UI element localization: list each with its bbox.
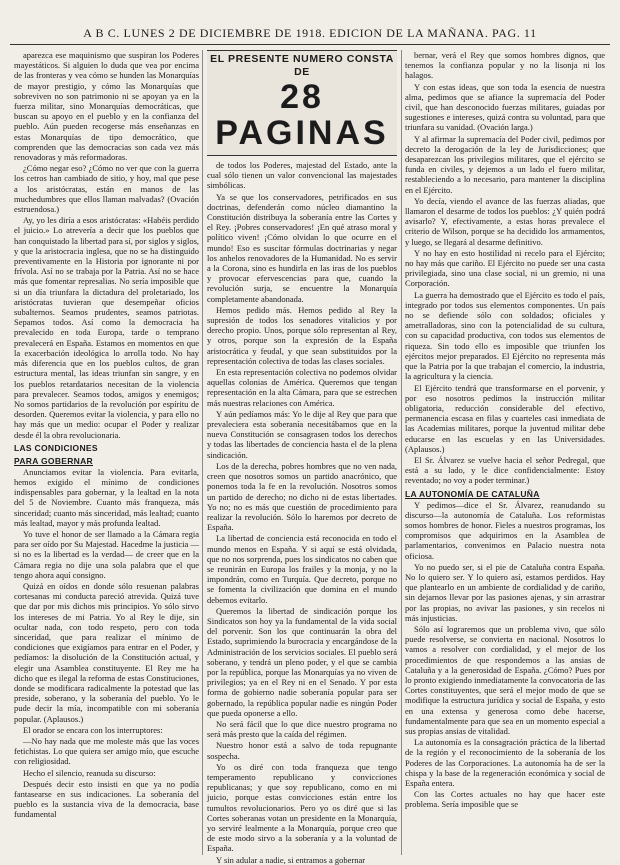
- col2-paragraph: Yo os diré con toda franqueza que tengo temperamento republicano y convicciones republicanas; y que soy republicano, como en mi juicio, porque estas convicciones están entre los tumultos revolucionarios. Pero yo os diré que si las Cortes soberanas votan un presidente en la Monarquía, yo serviré lealmente a la Monarquía, porque creo que de este modo sirvo a la soberanía y a la voluntad de España.: [207, 761, 397, 854]
- column-divider-1: [202, 50, 203, 855]
- col3-paragraph: Sólo así lograremos que un problema vivo, que sólo puede resolverse, se convierta en nacional. Nosotros lo vamos a resolver con cordialidad, y el mejor de los procedimientos de que respondemos a las ansias de Cataluña y a la generosidad de España. ¿Cómo? Pues por lo pronto exigiendo inmediatamente la convocatoria de las Cortes constituyentes, que será el mejor modo de que se modifique la estructura jurídica y social de España, y esto en una extensa y generosa como debe hacerse, fundamentalmente para que sea en un momento especial a sus propias ansias de vitalidad.: [405, 623, 605, 736]
- col3-paragraph: Y pedimos—dice el Sr. Álvarez, reanudando su discurso—la autonomía de Cataluña. Los reformistas somos hombres de honor. Fieles a nuestros programas, los compromisos que adquirimos en la Asamblea de parlamentarios, convenimos en Palacio nuestra nota oficiosa.: [405, 499, 605, 561]
- banner-top-line: EL PRESENTE NUMERO CONSTA DE: [210, 53, 394, 78]
- column-1: [14, 50, 199, 855]
- col3-paragraph: El Ejército tendrá que transformarse en el porvenir, y por eso nosotros pedimos la instrucción militar obligatoria, reducción considerable del efectivo, permanencia escasa en filas y cuarteles casi inmediata de las Academias militares, porque la juventud militar debe educarse en las escuelas y en las Universidades. (Aplausos.): [405, 382, 605, 454]
- col3-paragraph: Con las Cortes actuales no hay que hacer este problema. Sería imposible que se: [405, 789, 605, 810]
- col2-paragraph: En esta representación colectiva no podemos olvidar aquellas colonias de América. Queremos que tengan representación en la alta Cámara, para que se estrechen más nuestras relaciones con América.: [207, 367, 397, 408]
- col1-paragraph: Yo tuve el honor de ser llamado a la Cámara regia para ser oído por Su Majestad. Hacedme la justicia —si no es la libertad es la verdad— de creer que en la Cámara regia no dije una sola palabra que el que tengo ahora aquí consigno.: [14, 528, 199, 580]
- column-divider-2: [401, 50, 402, 855]
- subhead-autonomia: LA AUTONOMÍA DE CATALUÑA: [405, 488, 540, 499]
- col3-paragraph: Y no hay en esto hostilidad ni recelo para el Ejército; no hay más que cariño. El Ejército no puede ser una casta privilegiada, sino una clase social, ni un gremio, ni una Corporación.: [405, 247, 605, 289]
- column-3: [405, 50, 605, 855]
- col2-paragraph: Ya se que los conservadores, petrificados en sus doctrinas, defenderán como núcleo diamantino la Constitución distribuya la soberanía entre las Cortes y el Rey. ¡Pobres conservadores! ¡En qué atraso moral y político viven! ¡Cómo olvidan lo que ocurre en el mundo! Eso es suscitar fórmulas doctrinarias y negar los anhelos renovadores de la Humanidad. No es servir a la Corona, sino es hundirla en las iras de los pueblos y provocar efervescencias para que, cuando la revolución surja, se encuentre la Monarquía completamente abandonada.: [207, 191, 397, 304]
- col3-paragraph: La autonomía es la consagración práctica de la libertad de la región y el reconocimiento de la soberanía de los Poderes de las Corporaciones. La autonomía ha de ser la chispa y la base de la regeneración económica y social de España entera.: [405, 737, 605, 789]
- col2-paragraph: La libertad de conciencia está reconocida en todo el mundo menos en España. Y si aquí se está olvidada, que no nos sorprenda, pues los sindicatos no caben que se reunirán en Europa los frailes y la monja, y no la impondrán, como en Turquía. Que decreto, porque no se fomenta la civilización que domina en el mundo debemos evitarlo.: [207, 533, 397, 605]
- col1-paragraph: Hecho el silencio, reanuda su discurso:: [23, 767, 156, 778]
- col3-paragraph: Yo no puedo ser, si el pie de Cataluña contra España. No lo quiero ser. Y lo quiero así, estamos perdidos. Hay que plantearlo en un ambiente de cordialidad y de cariño, sin dejarnos llevar por las pasiones ajenas, y sin arrastrar por las propias, no avivar las pasiones, y sin recelos ni más injusticias.: [405, 561, 605, 623]
- subhead-gobernar: PARA GOBERNAR: [14, 455, 93, 466]
- col2-paragraph: Hemos pedido más. Hemos pedido al Rey la supresión de todos los senadores vitalicios y por derecho propio. Unos, porque sólo representan al Rey, y otros, porque son la expresión de la España aristocrática y feudal, y que sean substituidos por la representación colectiva de todas las clases sociales.: [207, 304, 397, 366]
- col2-paragraph: de todos los Poderes, majestad del Estado, ante la cual sólo tienen un valor convencional las majestades simbólicas.: [207, 160, 397, 191]
- col3-paragraph: Y al afirmar la supremacía del Poder civil, pedimos por decreto la derogación de la ley de Jurisdicciones; que desaparezcan los privilegios militares, que el ejército se funda en civiles, y dejemos a un lado el fuero militar, restableciendo a lo necesario, para mantener la disciplina en el Ejército.: [405, 133, 605, 195]
- col3-paragraph: Yo decía, viendo el avance de las fuerzas aliadas, que llamaron el desarme de todos los pueblos: ¿Y quién podrá avisarlo? Y, efectivamente, a estas horas prevalece el criterio de Wilson, porque se ha decidido los armamentos, y luego, se llegará al desarme definitivo.: [405, 195, 605, 247]
- col1-paragraph: —No hay nada que me moleste más que las voces fetichistas. Lo que quiera ser amigo mío, que escuche con religiosidad.: [14, 736, 199, 767]
- col1-paragraph: ¿Cómo negar eso? ¿Cómo no ver que con la guerra los cetros han cambiado de sitio, y hoy, mal que pese a los aristócratas, están en manos de las muchedumbres que ellos llaman malvadas? (Ovación estruendosa.): [14, 163, 199, 215]
- page-count-banner: [207, 50, 397, 156]
- col3-paragraph: El Sr. Álvarez se vuelve hacia el señor Pedregal, que está a su lado, y le dice confidencialmente: Estoy reventado; no voy a poder terminar.): [405, 454, 605, 486]
- col1-paragraph: Quizá en oídos en donde sólo resuenan palabras cortesanas mi conducta pareció atrevida. Quizá tuve que dar por mis dichos mis principios. Yo sólo sirvo los intereses de mi Patria. Yo al Rey le dije, sin ocultar nada, con todo respeto, pero con toda sinceridad, que para realizar el mínimo de condiciones que exigíamos para entrar en el Poder, y pedíamos: la disolución de la Constitución actual, y elegir una Asamblea constituyente. El Rey me ha dicho que es ilegal la reforma de estas Constituciones, donde se modificara radicalmente la potestad que las preside, soberano, y la soberanía del pueblo. Yo le pude decir la mía, incompatible con mi soberanía popular. (Aplausos.): [14, 580, 199, 724]
- col2-paragraph: Y aún pedíamos más: Yo le dije al Rey que para que prevaleciera esta soberanía necesitábamos que en la nueva Constitución se consagrasen todos los derechos y todas las libertades de conciencia hasta el de la plena sindicación.: [207, 408, 397, 460]
- col2-paragraph: Los de la derecha, pobres hombres que no ven nada, creen que nosotros somos un partido anacrónico, que ponemos toda la fe en la revolución. Nosotros somos un partido de derecho; no dicho ni de estas libertades. Yo no; no es más que cuestión de procedimiento para realizar la revolución. Sólo lo haremos por decreto de España.: [207, 460, 397, 533]
- col1-paragraph: Ay, yo les diría a esos aristócratas: «Habéis perdido el juicio.» Lo atrevería a decir que los pueblos que han conquistado la libertad para sí, por siglos y siglos, y que la aristocracia inglesa, que no se ha distinguido preventivamente en la Historia por ignorante ni por frívola. Así no se trabaja por la Patria. Así no se hace más que fomentar represalias. No sería imposible que si un día triunfara la dictadura del proletariado, los aristócratas tuvieran que desempeñar oficios subalternos. Seamos prudentes, seamos patriotas. Sepamos todos. Así como la democracia ha prevalecido en toda Europa, tarde o temprano prevalecerá en España. Estamos en momentos en que la exacerbación ideológica lo arrolla todo. No hay más diferencia que en los pueblos cultos, de gran estructura mental, las ideas triunfan sin sangre, y en los pueblos retardatarios necesitan de la violencia para prevalecer. Seamos todos, amigos y enemigos; No somos partidarios de la revolución por espíritu de desorden. Queremos evitar la violencia, y para ello no hay más que un medio: ocupar el Poder y realizar desde él la obra revolucionaria.: [14, 215, 199, 440]
- page-header: A B C. LUNES 2 DE DICIEMBRE DE 1918. EDICION DE LA MAÑANA. PAG. 11: [83, 26, 537, 40]
- col1-paragraph: aparezca ese maquinismo que suspiran los Poderes mayestáticos. Si alguien lo duda que vea por encima de las fronteras y vea cómo se hunden las Monarquías de mayor prestigio, y cómo las Monarquías que sobreviven no son patrimonio ni se apoyan ya en la fuerza militar, sino Monarquías democráticas, que buscan su apoyo en el pueblo y en la confianza del pueblo. Aún pueden recogerse más enseñanzas en estas Monarquías de tipo democrático, que comprenden que las democracias son cada vez más renovadoras y más reformadoras.: [14, 50, 199, 163]
- col3-paragraph: La guerra ha demostrado que el Ejército es todo el país, integrado por todos sus elementos componentes. Un país no se defiende sólo con soldados; oficiales y ametralladoras, sino con la potencialidad de su cultura, con su capacidad productiva, con todos sus elementos de riqueza. Sin todo ello es imposible que triunfen los ejércitos mejor preparados. El Ejército no representa más que la Patria por la que trabajan el comercio, la industria, la agricultura y la ciencia.: [405, 289, 605, 382]
- col3-paragraph: bernar, verá el Rey que somos hombres dignos, que tenemos la confianza popular y no la lisonja ni los halagos.: [405, 50, 605, 81]
- subhead-condiciones: LAS CONDICIONES: [14, 442, 98, 453]
- col2-paragraph: Y sin adular a nadie, si entramos a gobernar: [216, 854, 366, 865]
- col1-paragraph: Después decir esto insisti en que ya no podía fantasearse en sus indicaciones. La soberanía del pueblo es la sustancia viva de la democracia, base fundamental: [14, 778, 199, 820]
- col1-paragraph: Anunciamos evitar la violencia. Para evitarla, hemos exigido el mínimo de condiciones indispensables para gobernar, y la lealtad en la nota del 5 de Noviembre. Cuanto más franqueza, más sinceridad; cuanto más sinceridad, más lealtad; cuanto más lealtad, mayor y más profunda lealtad.: [14, 466, 199, 528]
- col2-paragraph: No será fácil que lo que dice nuestro programa no será más presto que la caída del régimen.: [207, 718, 397, 740]
- banner-page-count: 28 PAGINAS: [215, 78, 389, 152]
- col1-paragraph: El orador se encara con los interruptores:: [23, 724, 163, 735]
- header-rule: [10, 44, 610, 45]
- col2-paragraph: Queremos la libertad de sindicación porque los Sindicatos son hoy ya la fundamental de la vida social del porvenir. Son los que continuarán la obra del Estado, suprimiendo la burocracia y encargándose de la Administración de los servicios sociales. El pueblo será soberano, y tendrá un pleno poder, y el que se cambia por la república, porque las Monarquías ya no viven de privilegios; ya en el Rey ni en el Senado. Y por esta forma de gobierno nadie soberanía popular para ser gobernado, la república popular nadie es ningún Poder que pueda oponerse a ello.: [207, 605, 397, 718]
- column-2: [207, 50, 397, 865]
- col3-paragraph: Y con estas ideas, que son toda la esencia de nuestra alma, pedimos que se afiance la supremacía del Poder civil, que han desconocido fuerzas militares, guiadas por sugestiones e intereses, quizá contra su voluntad, para que triunfara su vanidad. (Ovación larga.): [405, 81, 605, 133]
- col2-paragraph: Nuestro honor está a salvo de toda repugnante sospecha.: [207, 740, 397, 761]
